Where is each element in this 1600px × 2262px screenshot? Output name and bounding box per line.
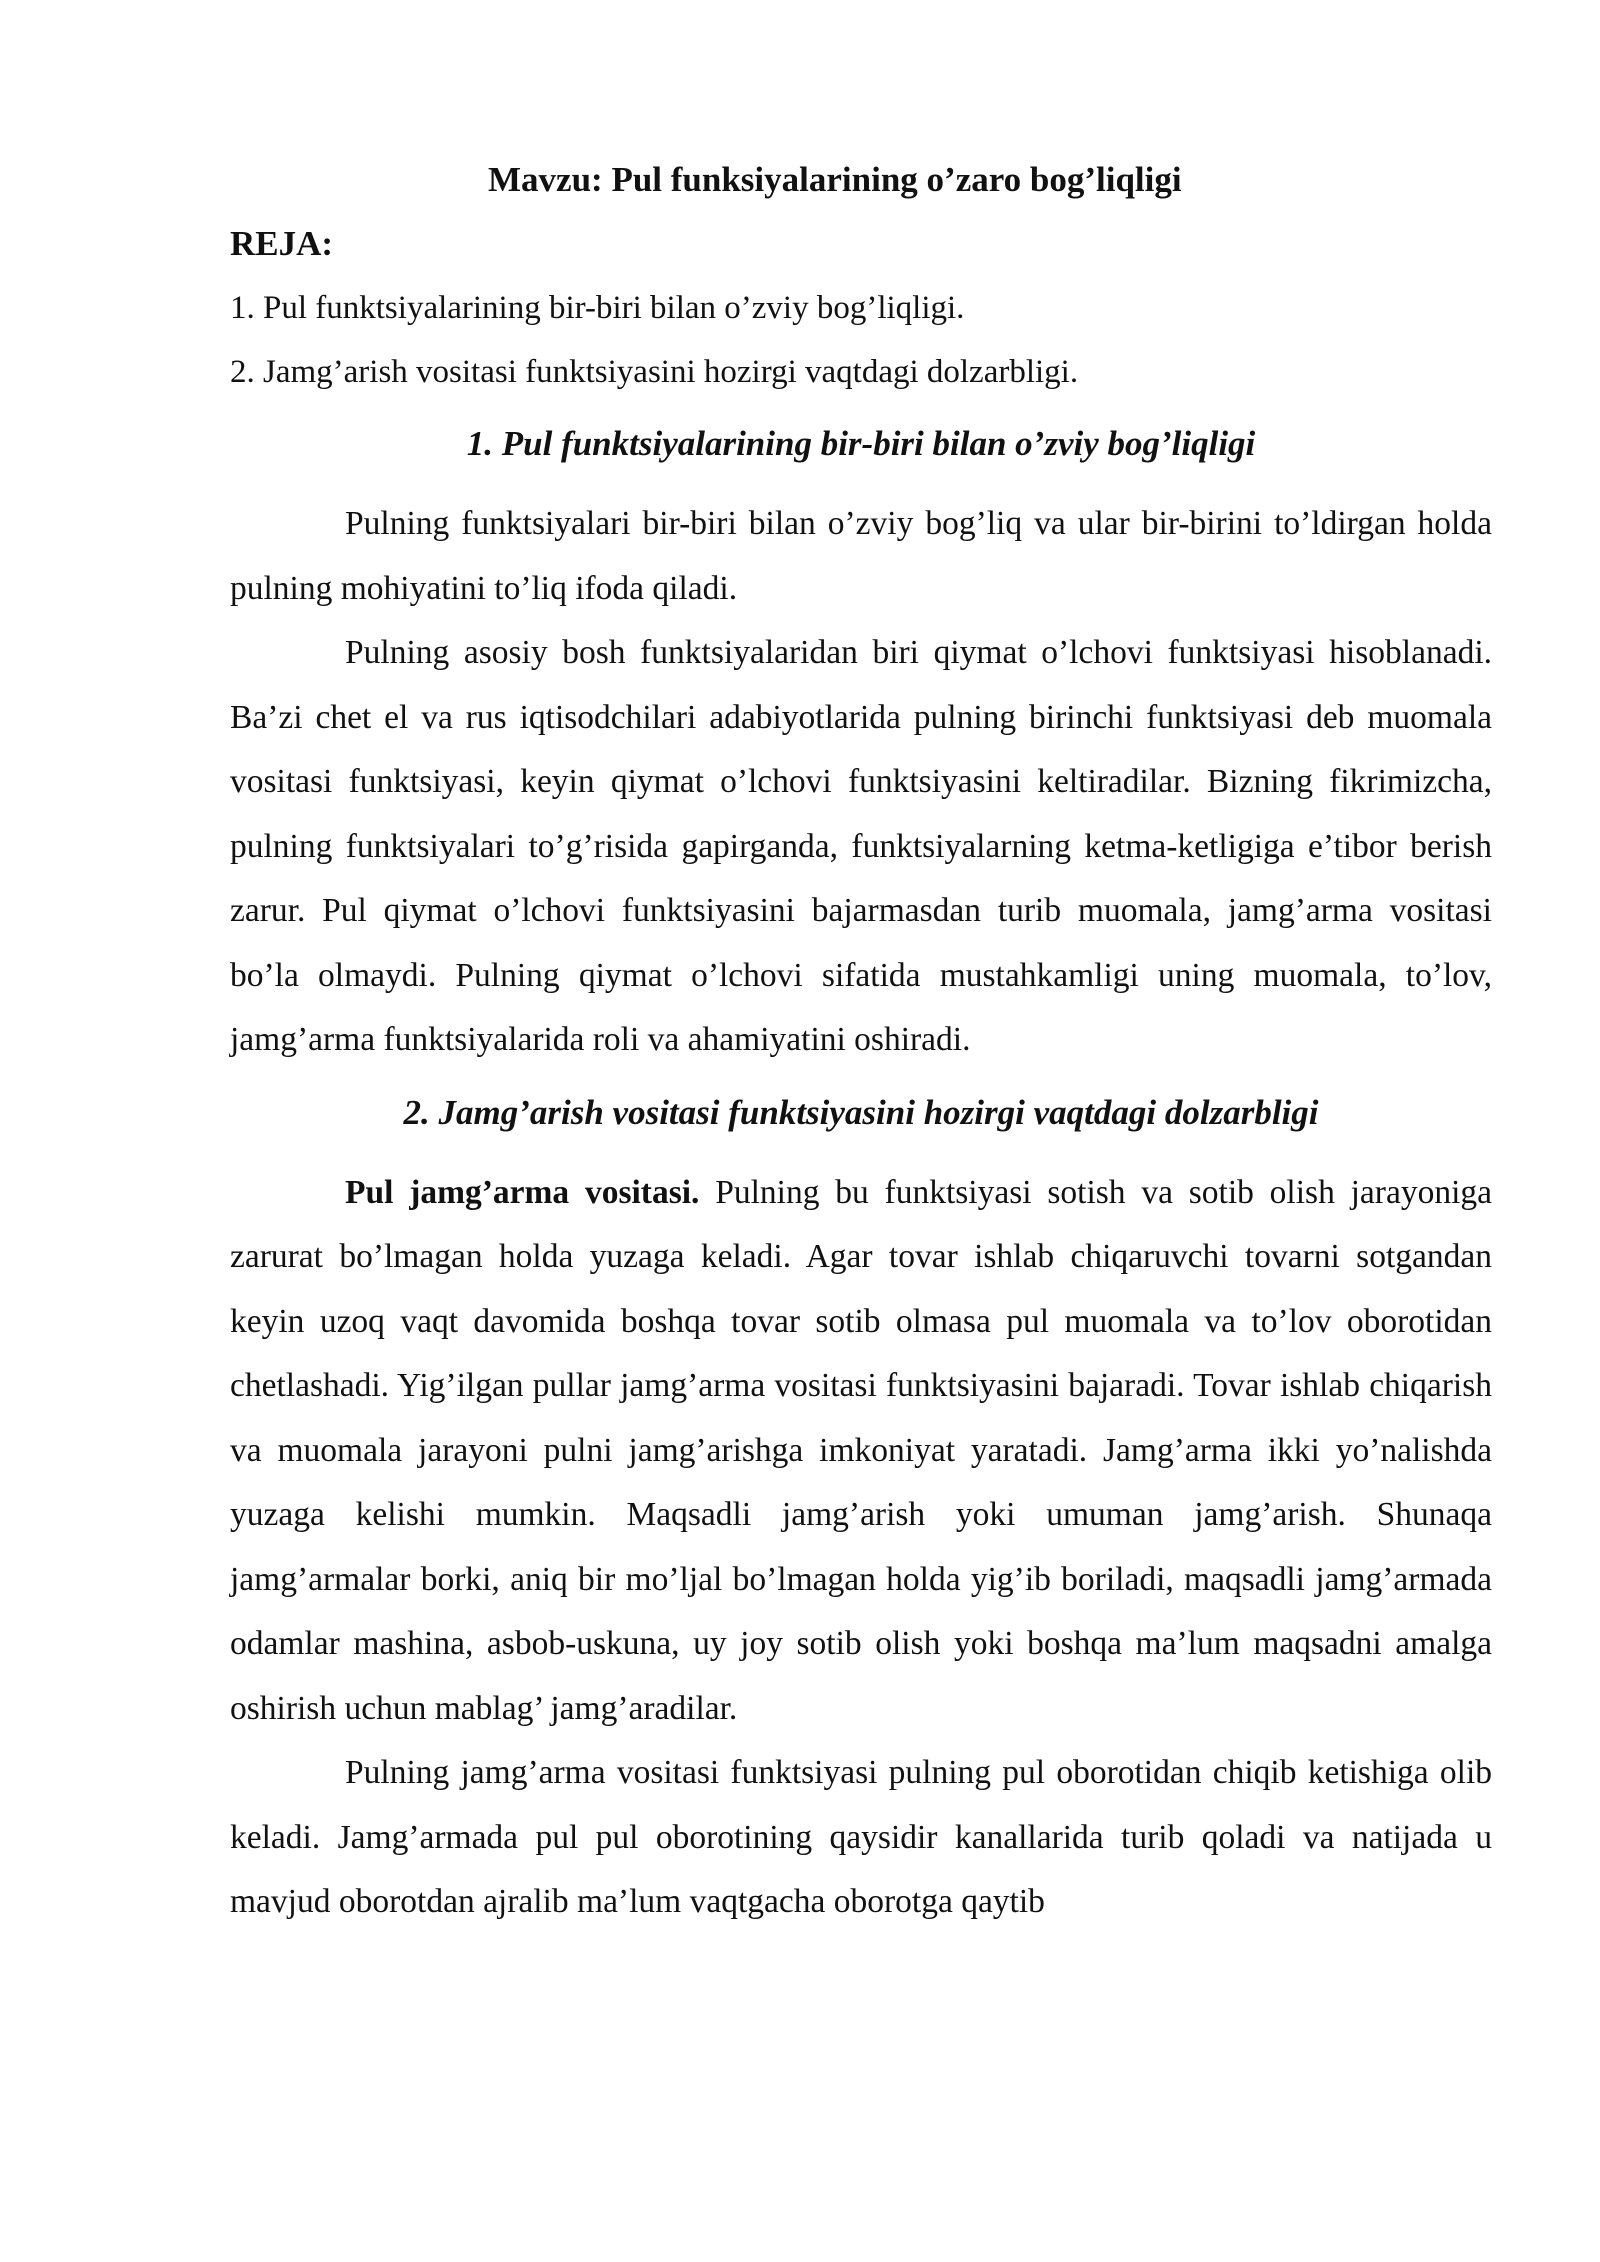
section-1-paragraph-2: Pulning asosiy bosh funktsiyalaridan biri qiymat o’lchovi funktsiyasi hisoblanadi. Ba’zi chet el va rus iqtisodchilari adabiyotlarida pulning birinchi funktsiyasi deb muomala vositasi funktsiyasi, keyin qiymat o’lchovi funktsiyasini keltiradilar. Bizning fikrimizcha, pulning funktsiyalari to’g’risida gapirganda, funktsiyalarning ketma-ketligiga e’tibor berish zarur. Pul qiymat o’lchovi funktsiyasini bajarmasdan turib muomala, jamg’arma vositasi bo’la olmaydi. Pulning qiymat o’lchovi sifatida mustahkamligi uning muomala, to’lov, jamg’arma funktsiyalarida roli va ahamiyatini oshiradi. <box>230 634 1492 1058</box>
section-2-paragraph-1-text: Pulning bu funktsiyasi sotish va sotib olish jarayoniga zarurat bo’lmagan holda yuzaga keladi. Agar tovar ishlab chiqaruvchi tovarni sotgandan keyin uzoq vaqt davomida boshqa tovar sotib olmasa pul muomala va to’lov oborotidan chetlashadi. Yig’ilgan pullar jamg’arma vositasi funktsiyasini bajaradi. Tovar ishlab chiqarish va muomala jarayoni pulni jamg’arishga imkoniyat yaratadi. Jamg’arma ikki yo’nalishda yuzaga kelishi mumkin. Maqsadli jamg’arish yoki umuman jamg’arish. Shunaqa jamg’armalar borki, aniq bir mo’ljal bo’lmagan holda yig’ib boriladi, maqsadli jamg’armada odamlar mashina, asbob-uskuna, uy joy sotib olish yoki boshqa ma’lum maqsadni amalga oshirish uchun mablag’ jamg’aradilar. <box>230 1173 1492 1727</box>
section-2-heading: 2. Jamg’arish vositasi funktsiyasini hozirgi vaqtdagi dolzarbligi <box>403 1092 1319 1132</box>
plan-item-1: 1. Pul funktsiyalarining bir-biri bilan o’zviy bog’liqligi. <box>230 290 965 326</box>
document-page <box>230 148 1492 1935</box>
section-2-lead-term: Pul jamg’arma vositasi. <box>345 1173 700 1211</box>
plan-heading: REJA: <box>230 224 334 263</box>
section-1-paragraph-1: Pulning funktsiyalari bir-biri bilan o’zviy bog’liq va ular bir-birini to’ldirgan holda pulning mohiyatini to’liq ifoda qiladi. <box>230 505 1492 607</box>
document-title: Mavzu: Pul funksiyalarining o’zaro bog’liqligi <box>488 160 1182 199</box>
section-2-paragraph-2: Pulning jamg’arma vositasi funktsiyasi pulning pul oborotidan chiqib ketishiga olib keladi. Jamg’armada pul pul oborotining qaysidir kanallarida turib qoladi va natijada u mavjud oborotdan ajralib ma’lum vaqtgacha oborotga qaytib <box>230 1754 1492 1920</box>
plan-item-2: 2. Jamg’arish vositasi funktsiyasini hozirgi vaqtdagi dolzarbligi. <box>230 354 1079 390</box>
section-2-paragraph-1 <box>230 1161 1492 1742</box>
section-1-heading: 1. Pul funktsiyalarining bir-biri bilan o’zviy bog’liqligi <box>466 424 1256 463</box>
